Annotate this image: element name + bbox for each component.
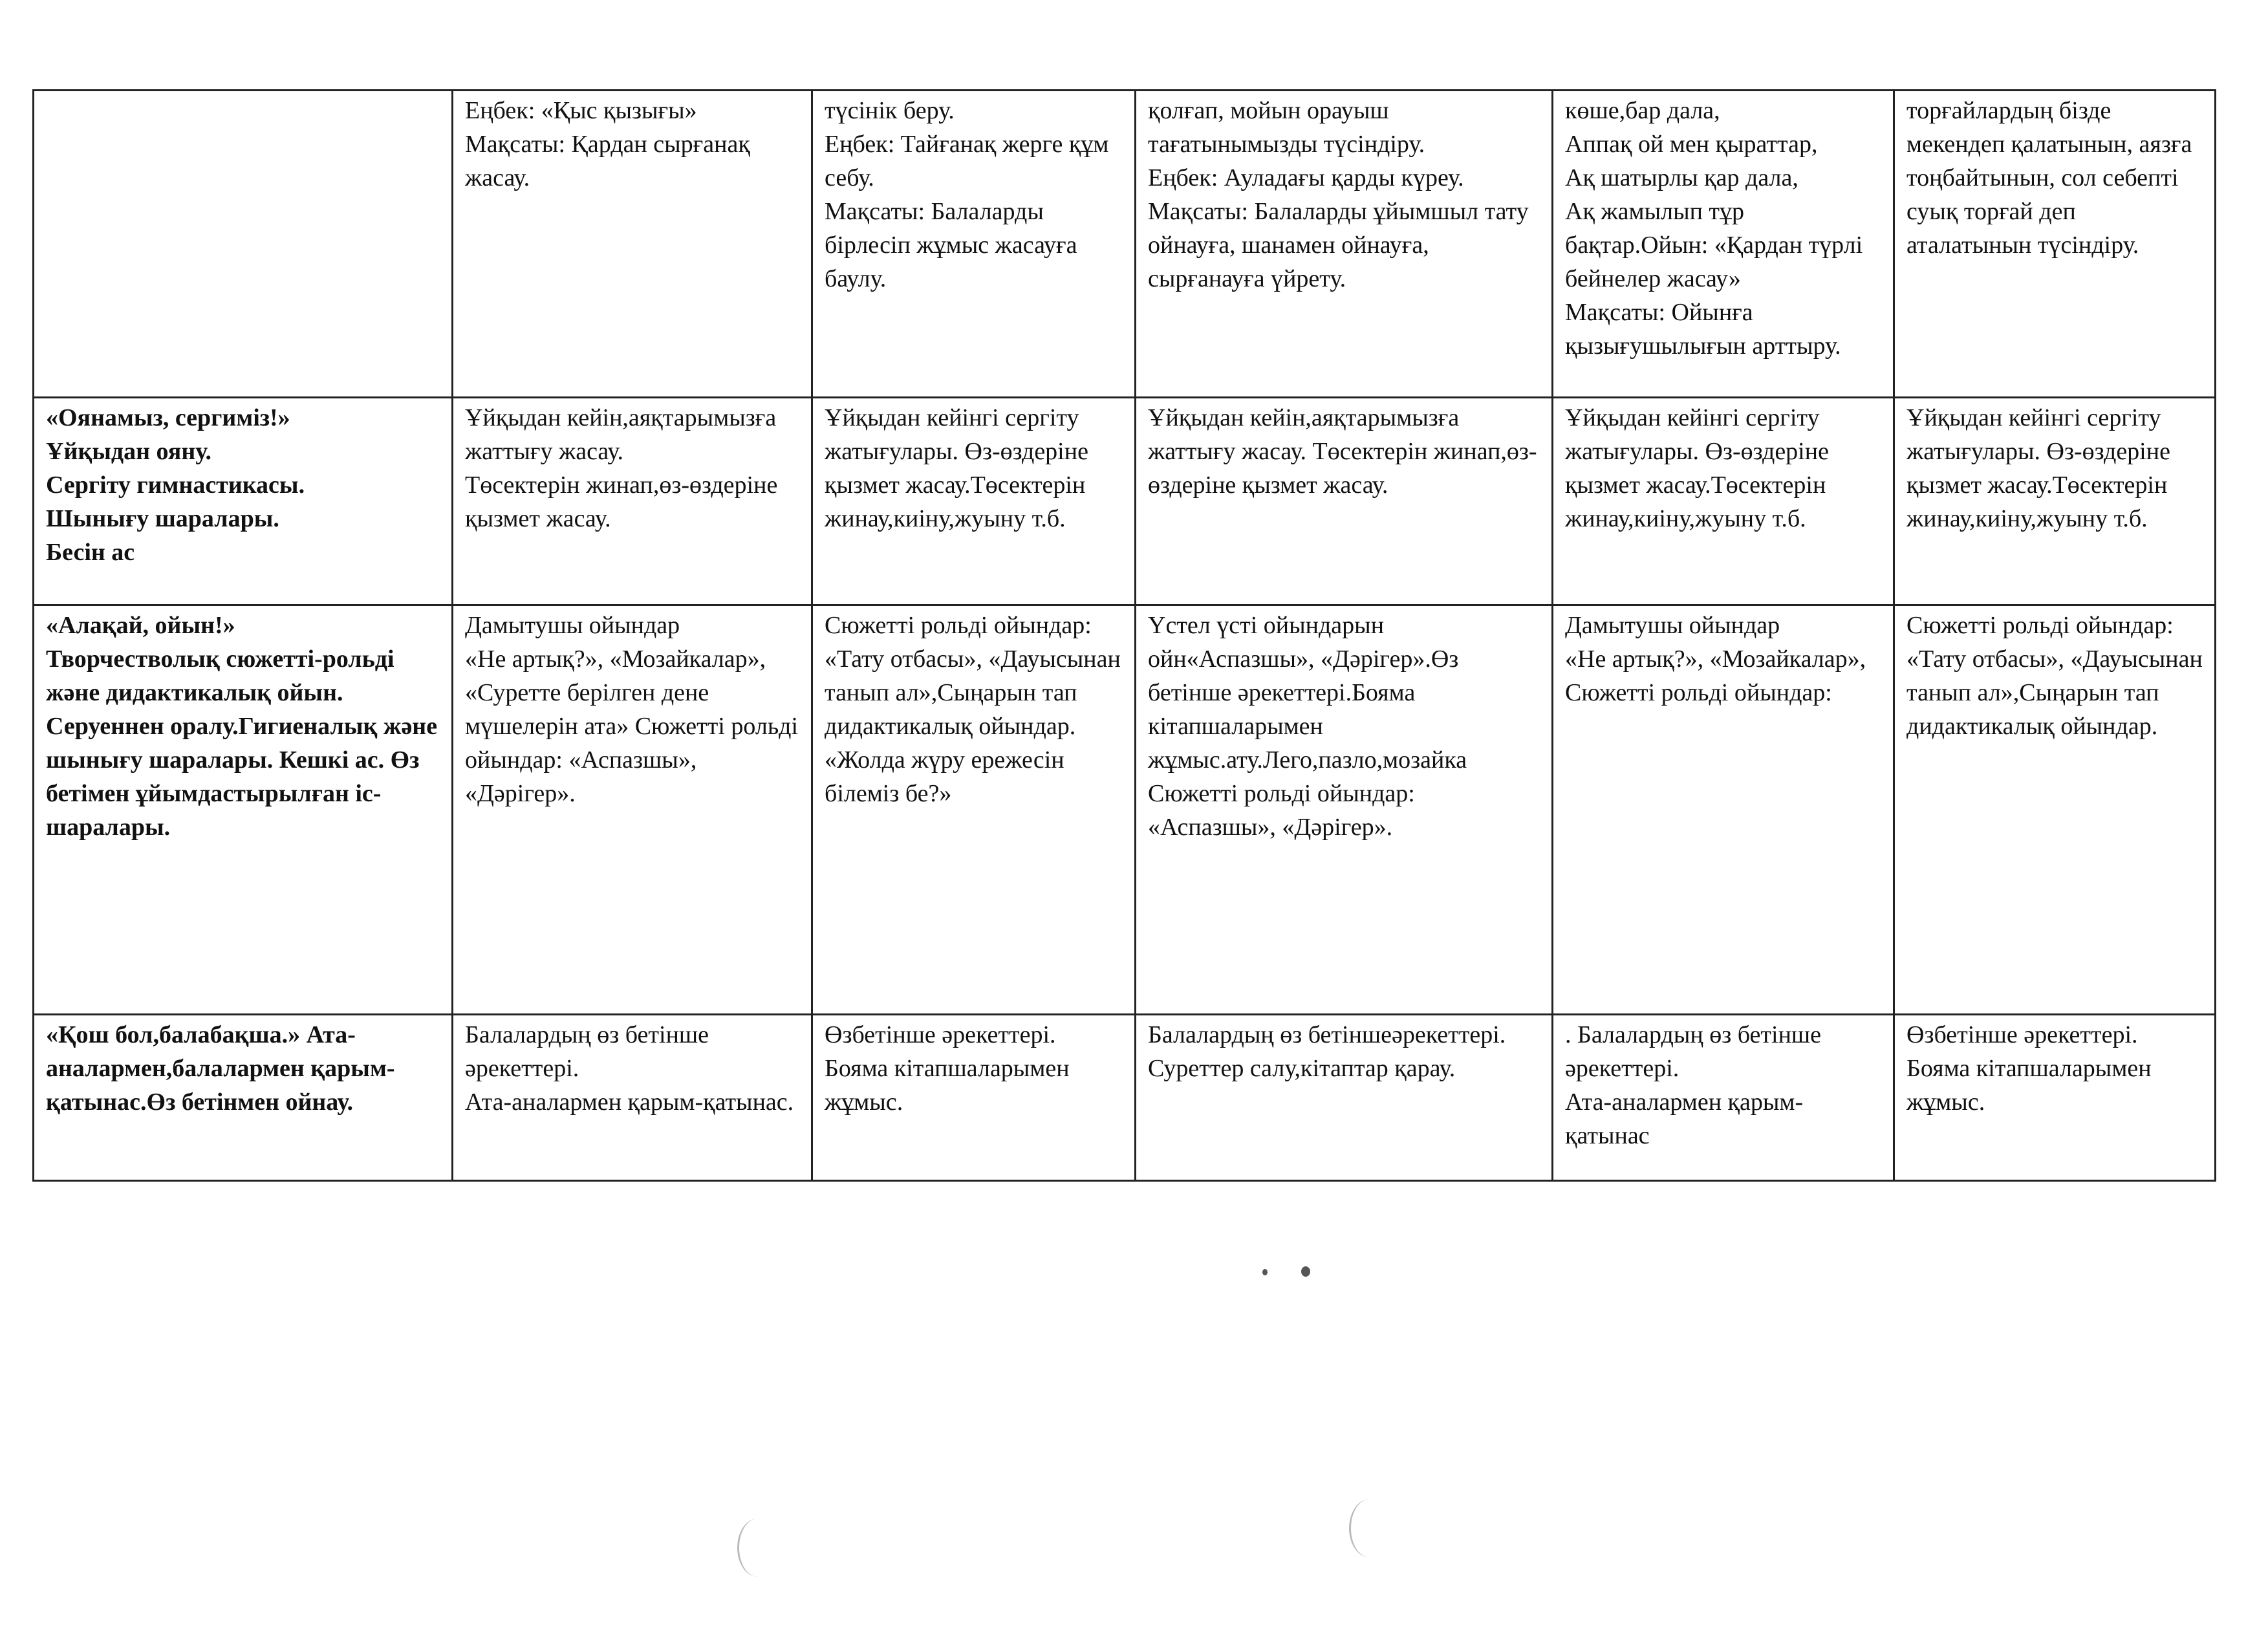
table-cell: Ұйқыдан кейін,аяқтарымызға жаттығу жасау. Төсектерін жинап,өз-өздеріне қызмет жасау. bbox=[453, 398, 812, 605]
table-cell: Өзбетінше әрекеттері. Бояма кітапшаларымен жұмыс. bbox=[1894, 1015, 2216, 1181]
scan-speck bbox=[1301, 1266, 1310, 1277]
table-cell: торғайлардың бізде мекендеп қалатынын, аязға тоңбайтынын, сол себепті суық торғай деп аталатынын түсіндіру. bbox=[1894, 91, 2216, 398]
daily-plan-table bbox=[32, 89, 2216, 1182]
scan-artifact bbox=[1349, 1499, 1390, 1557]
row-heading bbox=[34, 91, 453, 398]
table-cell: Сюжетті рольді ойындар: «Тату отбасы», «Дауысынан танып ал»,Сыңарын тап дидактикалық ойындар. «Жолда жүру ережесін білеміз бе?» bbox=[812, 605, 1136, 1015]
table-cell: Сюжетті рольді ойындар: «Тату отбасы», «Дауысынан танып ал»,Сыңарын тап дидактикалық ойындар. bbox=[1894, 605, 2216, 1015]
scan-speck bbox=[1262, 1269, 1268, 1275]
row-heading: «Оянамыз, сергиміз!» Ұйқыдан ояну. Сергіту гимнастикасы. Шынығу шаралары. Бесін ас bbox=[34, 398, 453, 605]
table-cell: Үстел үсті ойындарын ойн«Аспазшы», «Дәрігер».Өз бетінше әрекеттері.Бояма кітапшаларымен жұмыс.ату.Лего,пазло,мозайка Сюжетті рольді ойындар: «Аспазшы», «Дәрігер». bbox=[1136, 605, 1553, 1015]
table-row bbox=[34, 605, 2216, 1015]
table-cell: түсінік беру. Еңбек: Тайғанақ жерге құм себу. Мақсаты: Балаларды бірлесіп жұмыс жасауға баулу. bbox=[812, 91, 1136, 398]
row-heading: «Қош бол,балабақша.» Ата-аналармен,балалармен қарым-қатынас.Өз бетінмен ойнау. bbox=[34, 1015, 453, 1181]
table-cell: . Балалардың өз бетінше әрекеттері. Ата-аналармен қарым-қатынас bbox=[1553, 1015, 1894, 1181]
row-heading: «Алақай, ойын!» Творчестволық сюжетті-рольді және дидактикалық ойын. Серуеннен оралу.Гигиеналық және шынығу шаралары. Кешкі ас. Өз бетімен ұйымдастырылған іс-шаралары. bbox=[34, 605, 453, 1015]
table-cell: Ұйқыдан кейінгі сергіту жатығулары. Өз-өздеріне қызмет жасау.Төсектерін жинау,киіну,жуыну т.б. bbox=[1553, 398, 1894, 605]
table-cell: Дамытушы ойындар «Не артық?», «Мозайкалар», Сюжетті рольді ойындар: bbox=[1553, 605, 1894, 1015]
table-cell: Балалардың өз бетінше әрекеттері. Ата-аналармен қарым-қатынас. bbox=[453, 1015, 812, 1181]
table-cell: Ұйқыдан кейінгі сергіту жатығулары. Өз-өздеріне қызмет жасау.Төсектерін жинау,киіну,жуыну т.б. bbox=[812, 398, 1136, 605]
table-cell: Еңбек: «Қыс қызығы» Мақсаты: Қардан сырғанақ жасау. bbox=[453, 91, 812, 398]
table-cell: көше,бар дала, Аппақ ой мен қыраттар, Ақ шатырлы қар дала, Ақ жамылып тұр бақтар.Ойын: «Қардан түрлі бейнелер жасау» Мақсаты: Ойынға қызығушылығын арттыру. bbox=[1553, 91, 1894, 398]
table-cell: Ұйқыдан кейінгі сергіту жатығулары. Өз-өздеріне қызмет жасау.Төсектерін жинау,киіну,жуыну т.б. bbox=[1894, 398, 2216, 605]
table-row bbox=[34, 1015, 2216, 1181]
table-cell: Өзбетінше әрекеттері. Бояма кітапшаларымен жұмыс. bbox=[812, 1015, 1136, 1181]
table-row bbox=[34, 398, 2216, 605]
table-cell: Балалардың өз бетіншеәрекеттері. Суреттер салу,кітаптар қарау. bbox=[1136, 1015, 1553, 1181]
scan-artifact bbox=[737, 1519, 778, 1577]
table-cell: Дамытушы ойындар «Не артық?», «Мозайкалар», «Суретте берілген дене мүшелерін ата» Сюжетті рольді ойындар: «Аспазшы», «Дәрігер». bbox=[453, 605, 812, 1015]
table-cell: қолғап, мойын орауыш тағатынымызды түсіндіру. Еңбек: Ауладағы қарды күреу. Мақсаты: Балаларды ұйымшыл тату ойнауға, шанамен ойнауға, сырғанауға үйрету. bbox=[1136, 91, 1553, 398]
table-row bbox=[34, 91, 2216, 398]
table-cell: Ұйқыдан кейін,аяқтарымызға жаттығу жасау. Төсектерін жинап,өз-өздеріне қызмет жасау. bbox=[1136, 398, 1553, 605]
